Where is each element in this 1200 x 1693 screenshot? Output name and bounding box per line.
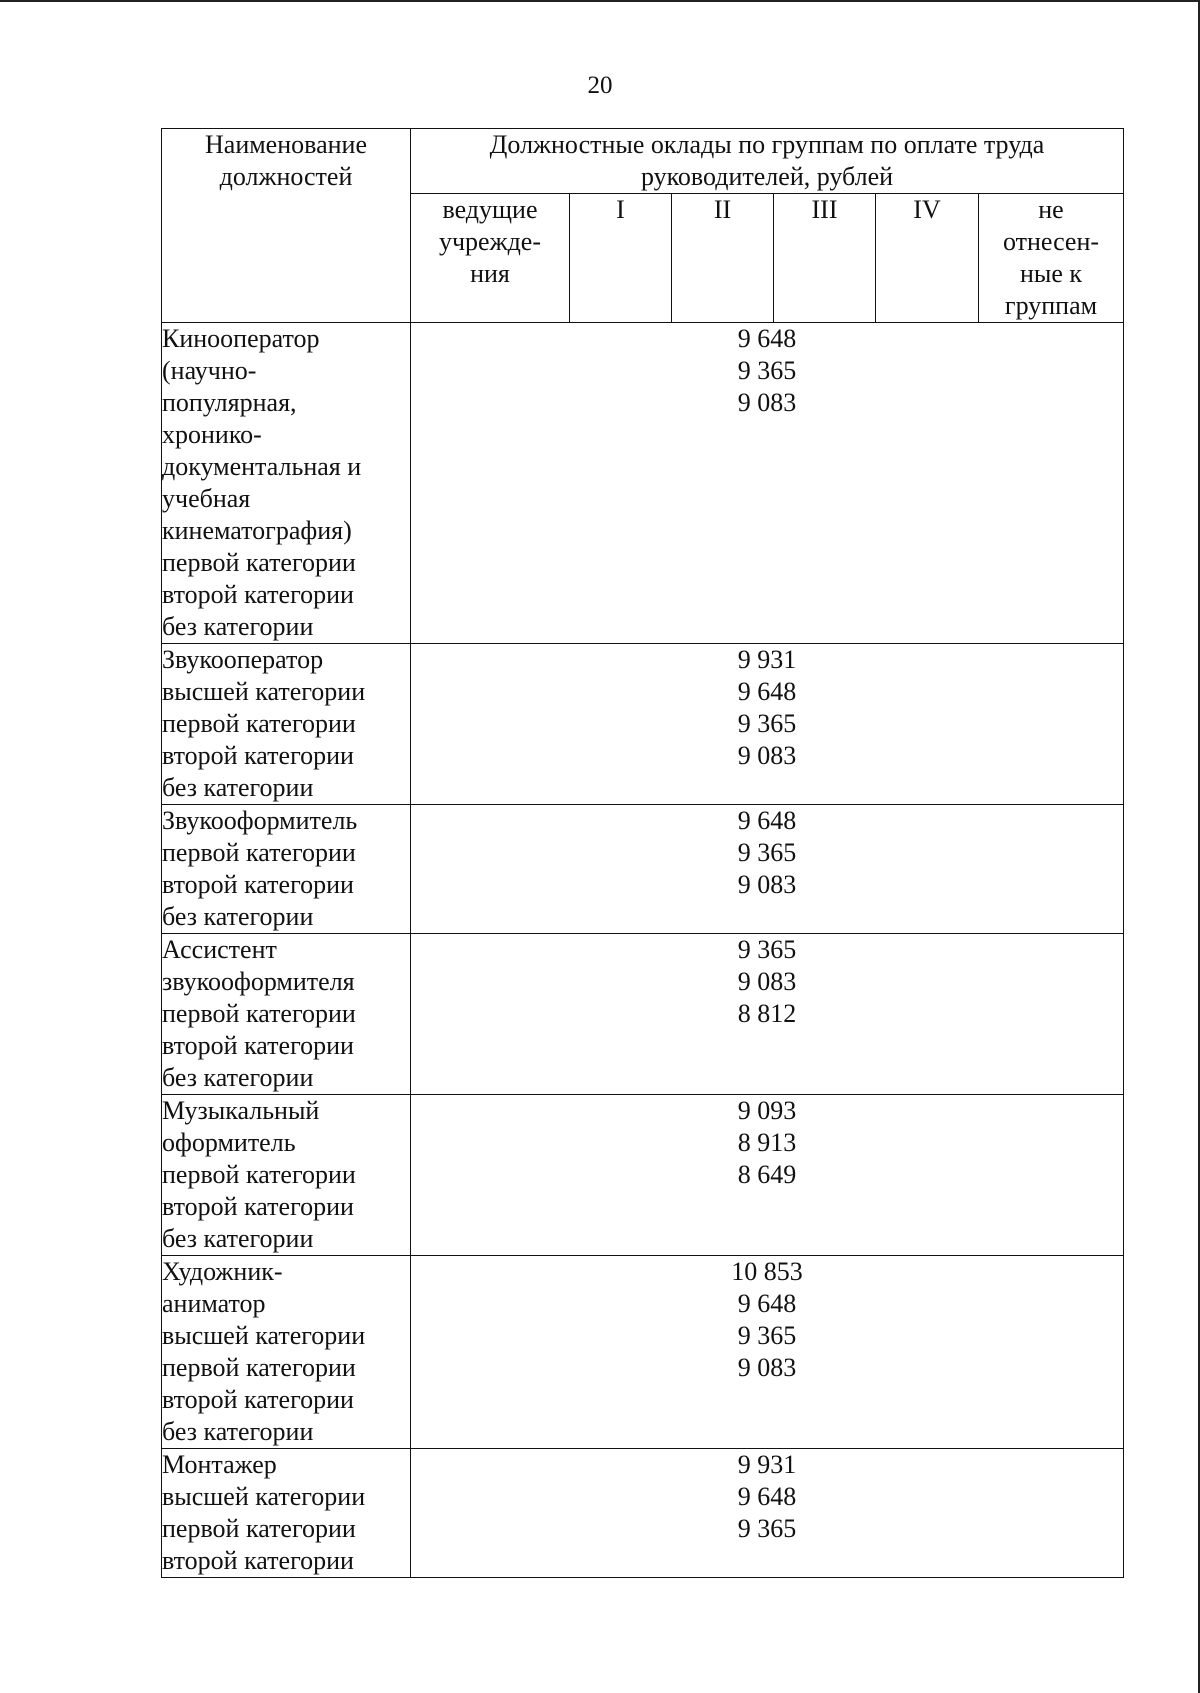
header-salary-groups <box>411 129 1124 194</box>
position-name-line: документальная и <box>162 452 362 481</box>
position-name-line: Художник- <box>162 1257 283 1286</box>
header-positions <box>162 129 411 323</box>
table-row <box>162 323 1124 644</box>
salary-values-cell <box>411 1095 1124 1256</box>
salary-table <box>161 128 1124 1578</box>
position-name-line: высшей категории <box>162 1482 366 1511</box>
table-row <box>162 644 1124 805</box>
position-name-line: второй категории <box>162 1546 354 1575</box>
position-name-line: Звукооператор <box>162 645 324 674</box>
salary-value: 9 083 <box>737 967 797 996</box>
position-name-line: второй категории <box>162 1031 354 1060</box>
salary-values-cell <box>411 1449 1124 1578</box>
salary-value: 9 931 <box>737 645 797 674</box>
salary-value: 9 365 <box>737 356 797 385</box>
position-name-line: без категории <box>162 902 314 931</box>
salary-value: 8 913 <box>737 1128 797 1157</box>
scan-border-top <box>0 0 1200 2</box>
salary-value: 9 648 <box>737 324 797 353</box>
salary-value: 9 648 <box>737 1289 797 1318</box>
position-name-line: без категории <box>162 773 314 802</box>
salary-value: 9 365 <box>737 935 797 964</box>
salary-value: 9 083 <box>737 870 797 899</box>
position-name-line: Звукооформитель <box>162 806 358 835</box>
header-positions-line: Наименование <box>205 130 367 159</box>
position-name-line: второй категории <box>162 870 354 899</box>
header-group-1 <box>570 194 672 323</box>
salary-value: 8 812 <box>737 999 797 1028</box>
salary-value: 9 931 <box>737 1450 797 1479</box>
position-name-line: первой категории <box>162 548 356 577</box>
salary-value: 9 083 <box>737 388 797 417</box>
salary-value: 9 365 <box>737 838 797 867</box>
header-subcol-line: группам <box>1004 291 1098 320</box>
position-name-line: (научно- <box>162 356 257 385</box>
salary-values-cell <box>411 805 1124 934</box>
header-subcol-line: учрежде- <box>438 227 541 256</box>
position-name-line: кинематография) <box>162 516 352 545</box>
page-number: 20 <box>587 72 613 99</box>
header-subcol-line: IV <box>913 195 941 224</box>
position-name-cell <box>162 323 411 644</box>
position-name-cell <box>162 934 411 1095</box>
header-subcol-line: не <box>1038 195 1064 224</box>
position-name-cell <box>162 805 411 934</box>
salary-value: 9 648 <box>737 806 797 835</box>
header-positions-line: должностей <box>219 162 353 191</box>
table-row <box>162 1095 1124 1256</box>
position-name-line: второй категории <box>162 1385 354 1414</box>
position-name-line: первой категории <box>162 1514 356 1543</box>
salary-value: 10 853 <box>731 1257 803 1286</box>
salary-value: 9 365 <box>737 1514 797 1543</box>
table-body <box>162 323 1124 1578</box>
position-name-cell <box>162 1256 411 1449</box>
header-leading-institutions <box>411 194 570 323</box>
salary-value: 9 648 <box>737 677 797 706</box>
salary-values-cell <box>411 934 1124 1095</box>
header-subcol-line: ные к <box>1019 259 1083 288</box>
position-name-line: первой категории <box>162 1353 356 1382</box>
salary-value: 9 083 <box>737 1353 797 1382</box>
position-name-line: без категории <box>162 1063 314 1092</box>
header-not-assigned <box>979 194 1124 323</box>
position-name-line: хронико- <box>162 420 262 449</box>
position-name-cell <box>162 644 411 805</box>
salary-value: 8 649 <box>737 1160 797 1189</box>
position-name-line: без категории <box>162 612 314 641</box>
position-name-line: второй категории <box>162 580 354 609</box>
header-group-2 <box>672 194 774 323</box>
header-subcol-line: ния <box>470 259 510 288</box>
position-name-line: популярная, <box>162 388 297 417</box>
header-subcol-line: III <box>811 195 838 224</box>
header-group-3 <box>774 194 876 323</box>
header-salary-groups-line: руководителей, рублей <box>640 162 894 191</box>
salary-value: 9 648 <box>737 1482 797 1511</box>
salary-values-cell <box>411 644 1124 805</box>
position-name-cell <box>162 1449 411 1578</box>
position-name-line: Музыкальный <box>162 1096 320 1125</box>
position-name-line: высшей категории <box>162 677 366 706</box>
position-name-line: Монтажер <box>162 1450 277 1479</box>
position-name-line: оформитель <box>162 1128 296 1157</box>
position-name-line: первой категории <box>162 999 356 1028</box>
position-name-line: звукооформителя <box>162 967 355 996</box>
header-group-4 <box>876 194 979 323</box>
position-name-line: второй категории <box>162 1192 354 1221</box>
position-name-line: первой категории <box>162 1160 356 1189</box>
position-name-line: Кинооператор <box>162 324 320 353</box>
table-row <box>162 1449 1124 1578</box>
position-name-line: второй категории <box>162 741 354 770</box>
table-row <box>162 1256 1124 1449</box>
table-row <box>162 934 1124 1095</box>
salary-value: 9 083 <box>737 741 797 770</box>
position-name-line: без категории <box>162 1224 314 1253</box>
position-name-line: учебная <box>162 484 251 513</box>
header-subcol-line: отнесен- <box>1002 227 1100 256</box>
header-row-top <box>162 129 1124 194</box>
position-name-line: без категории <box>162 1417 314 1446</box>
header-subcol-line: II <box>713 195 732 224</box>
position-name-line: Ассистент <box>162 935 277 964</box>
position-name-line: первой категории <box>162 838 356 867</box>
header-subcol-line: ведущие <box>442 195 538 224</box>
salary-values-cell <box>411 1256 1124 1449</box>
salary-value: 9 365 <box>737 709 797 738</box>
header-salary-groups-line: Должностные оклады по группам по оплате труда <box>489 130 1045 159</box>
position-name-line: первой категории <box>162 709 356 738</box>
table-row <box>162 805 1124 934</box>
position-name-line: аниматор <box>162 1289 266 1318</box>
header-subcol-line: I <box>616 195 625 224</box>
salary-value: 9 365 <box>737 1321 797 1350</box>
position-name-cell <box>162 1095 411 1256</box>
salary-value: 9 093 <box>737 1096 797 1125</box>
position-name-line: высшей категории <box>162 1321 366 1350</box>
salary-values-cell <box>411 323 1124 644</box>
